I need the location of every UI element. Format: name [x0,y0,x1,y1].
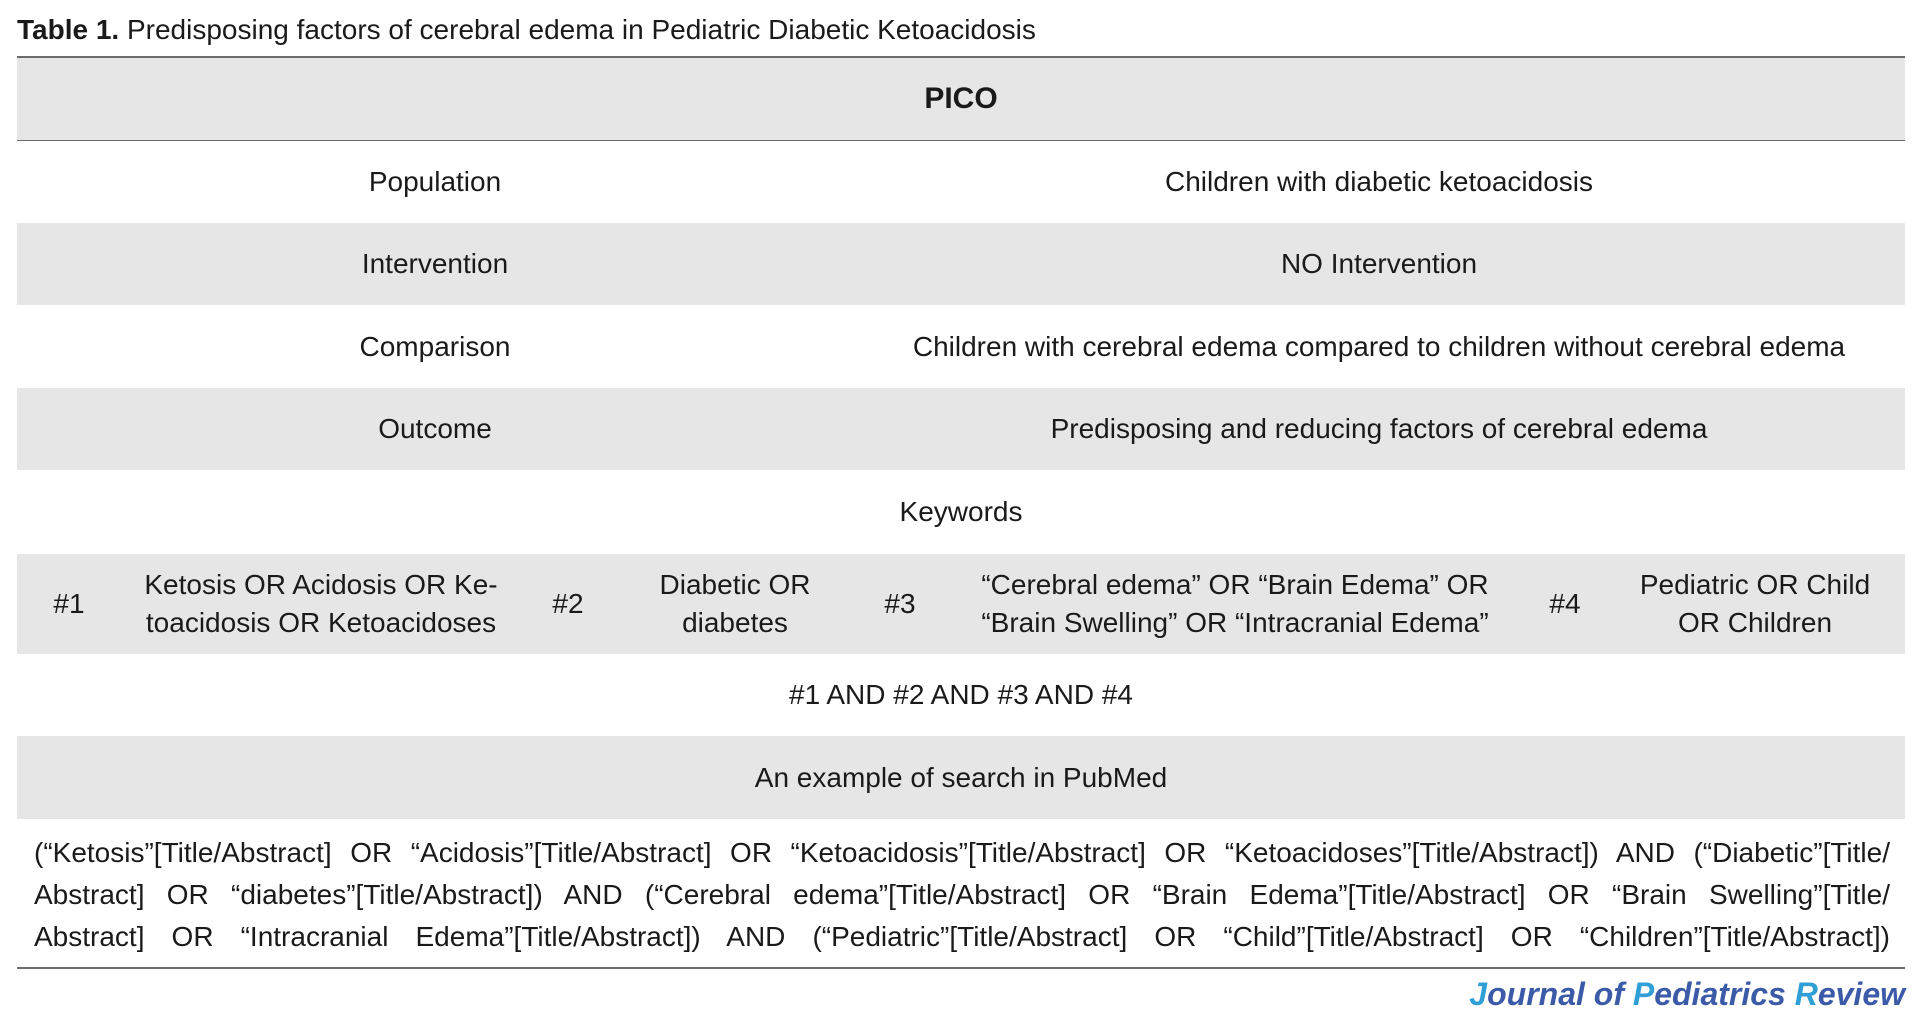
search-line: Abstract] OR “diabetes”[Title/Abstract]) AND (“Cerebral edema”[Title/Abstract] OR “Brain Edema”[Title/Abstract] OR “Brain Swelling”[Title/ [34,879,1890,910]
journal-word: ediatrics [1654,976,1795,1012]
keywords-combination: #1 AND #2 AND #3 AND #4 [789,679,1133,710]
pubmed-search-string [34,832,1890,958]
pico-row-label: Intervention [361,248,509,279]
pico-row-value: Children with cerebral edema compared to children without cerebral edema [912,330,1846,362]
search-header: An example of search in PubMed [754,761,1168,793]
table-label: Table 1. [17,14,120,45]
pico-row-label: Population [368,166,502,197]
pico-row-value: NO Intervention [1280,248,1478,279]
journal-name [1469,976,1905,1013]
keyword-line: diabetes [682,607,788,638]
pico-row-label: Comparison [359,330,511,362]
keyword-line: Pediatric OR Child [1639,569,1871,600]
keyword-id: #2 [552,588,584,619]
pico-row-label: Outcome [378,413,492,444]
journal-word: ournal of [1487,976,1633,1012]
journal-initial: J [1469,976,1488,1012]
keyword-terms [615,554,855,654]
keyword-line: “Cerebral edema” OR “Brain Edema” OR [981,569,1489,600]
search-line: (“Ketosis”[Title/Abstract] OR “Acidosis”[Title/Abstract] OR “Ketoacidosis”[Title/Abstract] OR “Ketoacidoses”[Title/Abstract]) AND (“Diabetic”[Title/ [34,837,1890,868]
journal-word: eview [1817,976,1905,1012]
keyword-id: #3 [884,588,916,619]
keyword-id: #4 [1549,588,1581,619]
journal-initial: P [1632,976,1655,1012]
keyword-terms [121,554,521,654]
table-caption [17,12,1036,48]
search-line: Abstract] OR “Intracranial Edema”[Title/Abstract]) AND (“Pediatric”[Title/Abstract] OR “Child”[Title/Abstract] OR “Children”[Title/Abstract]) [34,921,1890,952]
keywords-header: Keywords [899,496,1023,527]
keyword-line: toacidosis OR Ketoacidoses [145,607,497,638]
pico-row-value: Predisposing and reducing factors of cerebral edema [1050,413,1708,444]
pico-row-value: Children with diabetic ketoacidosis [1165,166,1593,197]
keyword-line: Diabetic OR [659,569,811,600]
keyword-terms [1605,554,1905,654]
keyword-terms [945,554,1525,654]
keyword-line: Ketosis OR Acidosis OR Ke- [144,569,498,600]
bottom-rule [17,967,1905,969]
pico-header: PICO [924,82,998,115]
journal-initial: R [1794,976,1818,1012]
keyword-line: OR Children [1677,607,1833,638]
table-title: Predisposing factors of cerebral edema in Pediatric Diabetic Ketoacidosis [126,14,1036,45]
keyword-id: #1 [53,588,85,619]
keyword-line: “Brain Swelling” OR “Intracranial Edema” [981,607,1489,638]
